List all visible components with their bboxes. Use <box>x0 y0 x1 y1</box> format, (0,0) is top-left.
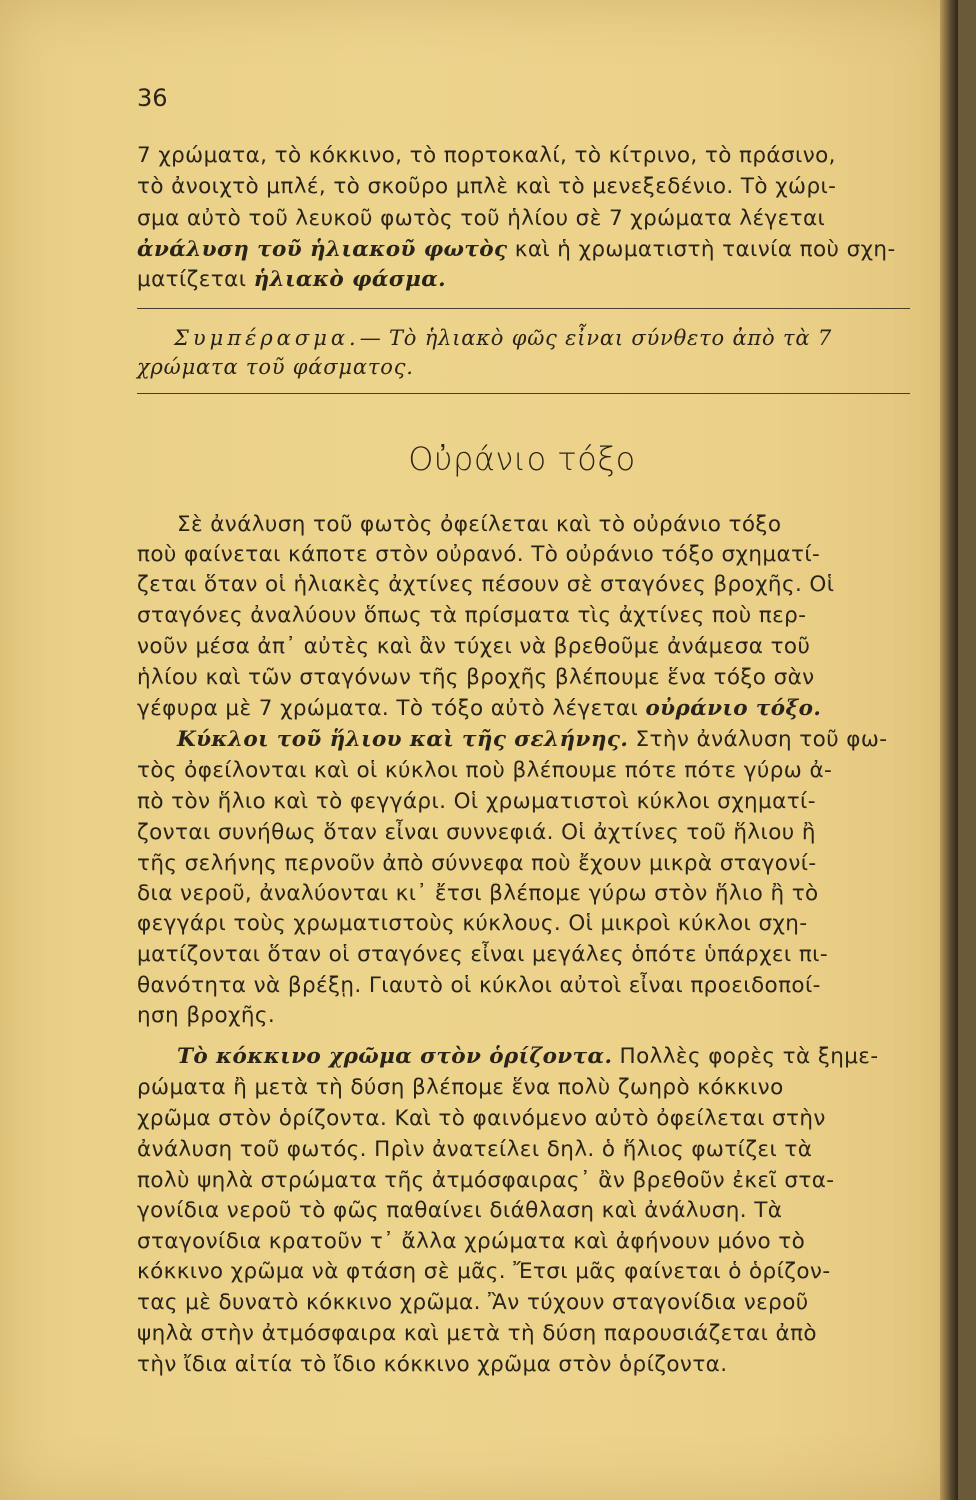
emphasis-term: Κύκλοι τοῦ ἥλιου καὶ τῆς σελήνης. <box>177 727 629 752</box>
text-line: θανότητα νὰ βρέξῃ. Γιαυτὸ οἱ κύκλοι αὐτοὶ εἶναι προειδοποί- <box>137 973 821 998</box>
text-line: φεγγάρι τοὺς χρωματιστοὺς κύκλους. Οἱ μικροὶ κύκλοι σχη- <box>137 911 808 936</box>
emphasis-term: Τὸ κόκκινο χρῶμα στὸν ὁρίζοντα. <box>177 1044 613 1069</box>
text-line: ζονται συνήθως ὅταν εἶναι συννεφιά. Οἱ ἀχτίνες τοῦ ἥλιου ἢ <box>137 820 816 845</box>
summary-label: Συμπέρασμα. <box>174 326 360 350</box>
text-line: σταγονίδια κρατοῦν τ᾽ ἄλλα χρώματα καὶ ἀφήνουν μόνο τὸ <box>137 1229 806 1254</box>
text-line <box>137 696 821 721</box>
text-line: τὴν ἴδια αἰτία τὸ ἴδιο κόκκινο χρῶμα στὸν ὁρίζοντα. <box>137 1352 728 1377</box>
text-line: ρώματα ἢ μετὰ τὴ δύση βλέπομε ἕνα πολὺ ζωηρὸ κόκκινο <box>137 1075 784 1100</box>
summary-bottom-rule <box>137 393 910 394</box>
page-number: 36 <box>137 84 168 112</box>
text-line: πολὺ ψηλὰ στρώματα τῆς ἀτμόσφαιρας᾽ ἂν βρεθοῦν ἐκεῖ στα- <box>137 1168 835 1193</box>
emphasis-term: ἀνάλυση τοῦ ἡλιακοῦ φωτὸς <box>137 237 508 262</box>
text-span: καὶ ἡ χρωματιστὴ ταινία ποὺ σχη- <box>507 237 896 262</box>
text-line: ποὺ φαίνεται κάποτε στὸν οὐρανό. Τὸ οὐράνιο τόξο σχηματί- <box>137 542 821 567</box>
text-line: ζεται ὅταν οἱ ἡλιακὲς ἀχτίνες πέσουν σὲ σταγόνες βροχῆς. Οἱ <box>137 572 835 597</box>
text-span: Στὴν ἀνάλυση τοῦ φω- <box>628 727 888 752</box>
summary-text: — Τὸ ἡλιακὸ φῶς εἶναι σύνθετο ἀπὸ τὰ 7 <box>359 326 832 350</box>
text-line: σταγόνες ἀναλύουν ὅπως τὰ πρίσματα τὶς ἀχτίνες ποὺ περ- <box>137 603 807 628</box>
text-span: Πολλὲς φορὲς τὰ ξημε- <box>612 1044 879 1069</box>
summary-line-1 <box>174 326 832 350</box>
text-line: τας μὲ δυνατὸ κόκκινο χρῶμα. Ἂν τύχουν σταγονίδια νεροῦ <box>137 1290 809 1315</box>
text-line: τὸς ὀφείλονται καὶ οἱ κύκλοι ποὺ βλέπουμε πότε πότε γύρω ἀ- <box>137 758 833 783</box>
text-line: πὸ τὸν ἥλιο καὶ τὸ φεγγάρι. Οἱ χρωματιστοὶ κύκλοι σχηματί- <box>137 789 816 814</box>
text-line <box>137 237 896 262</box>
text-line: δια νεροῦ, ἀναλύονται κι᾽ ἔτσι βλέπομε γύρω στὸν ἥλιο ἢ τὸ <box>137 881 819 906</box>
text-line <box>137 267 446 292</box>
summary-line-2: χρώματα τοῦ φάσματος. <box>137 355 414 379</box>
text-line <box>177 727 887 752</box>
text-span: ματίζεται <box>137 267 254 292</box>
text-line: σμα αὐτὸ τοῦ λευκοῦ φωτὸς τοῦ ἡλίου σὲ 7 χρώματα λέγεται <box>137 206 826 231</box>
text-line: ματίζονται ὅταν οἱ σταγόνες εἶναι μεγάλες ὁπότε ὑπάρχει πι- <box>137 942 829 967</box>
summary-top-rule <box>137 308 910 309</box>
text-line: ἀνάλυση τοῦ φωτός. Πρὶν ἀνατείλει δηλ. ὁ ἥλιος φωτίζει τὰ <box>137 1137 813 1162</box>
emphasis-term: ἡλιακὸ φάσμα. <box>253 267 447 292</box>
section-title: Οὐράνιο τόξο <box>408 440 636 478</box>
text-span: γέφυρα μὲ 7 χρώματα. Τὸ τόξο αὐτὸ λέγεται <box>137 696 646 721</box>
text-line: τῆς σελήνης περνοῦν ἀπὸ σύννεφα ποὺ ἔχουν μικρὰ σταγονί- <box>137 851 817 876</box>
text-line: ψηλὰ στὴν ἀτμόσφαιρα καὶ μετὰ τὴ δύση παρουσιάζεται ἀπὸ <box>137 1321 817 1346</box>
text-line <box>177 1044 879 1069</box>
text-line: τὸ ἀνοιχτὸ μπλέ, τὸ σκοῦρο μπλὲ καὶ τὸ μενεξεδένιο. Τὸ χώρι- <box>137 174 837 199</box>
text-line: 7 χρώματα, τὸ κόκκινο, τὸ πορτοκαλί, τὸ κίτρινο, τὸ πράσινο, <box>137 143 836 168</box>
text-line: ηση βροχῆς. <box>137 1003 276 1028</box>
text-line: νοῦν μέσα ἀπ᾽ αὐτὲς καὶ ἂν τύχει νὰ βρεθοῦμε ἀνάμεσα τοῦ <box>137 634 811 659</box>
text-line: ἡλίου καὶ τῶν σταγόνων τῆς βροχῆς βλέπουμε ἕνα τόξο σὰν <box>137 665 815 690</box>
text-line: γονίδια νεροῦ τὸ φῶς παθαίνει διάθλαση καὶ ἀνάλυση. Τὰ <box>137 1198 783 1223</box>
text-line: χρῶμα στὸν ὁρίζοντα. Καὶ τὸ φαινόμενο αὐτὸ ὀφείλεται στὴν <box>137 1106 826 1131</box>
emphasis-term: οὐράνιο τόξο. <box>645 696 822 721</box>
text-line: Σὲ ἀνάλυση τοῦ φωτὸς ὀφείλεται καὶ τὸ οὐράνιο τόξο <box>177 512 782 537</box>
page-edge <box>940 0 958 1500</box>
text-line: κόκκινο χρῶμα νὰ φτάση σὲ μᾶς. Ἔτσι μᾶς φαίνεται ὁ ὁρίζον- <box>137 1259 831 1284</box>
